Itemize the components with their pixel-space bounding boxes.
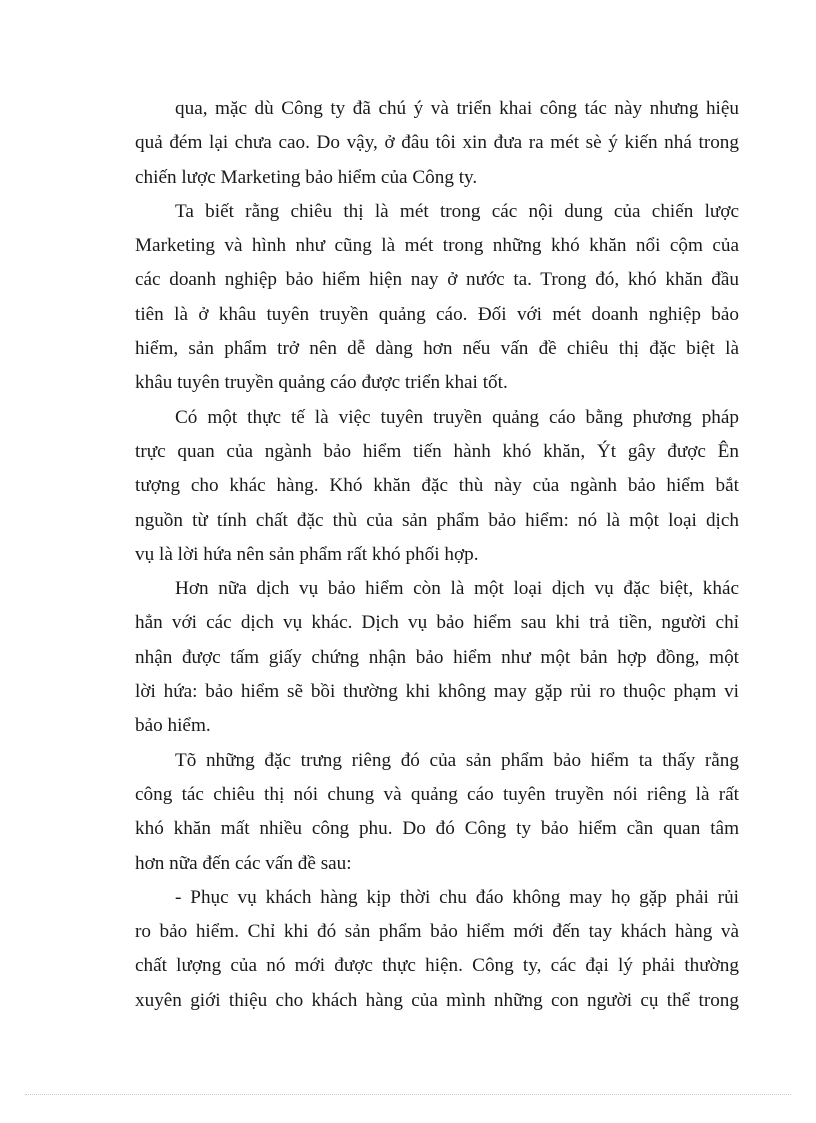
text-line: xuyên giới thiệu cho khách hàng của mình những con người cụ thể trong xyxy=(135,989,739,1011)
text-line: nguồn từ tính chất đặc thù của sản phẩm bảo hiểm: nó là một loại dịch xyxy=(135,509,739,531)
text-line: trực quan của ngành bảo hiểm tiến hành khó khăn, Ýt gây được Ên xyxy=(135,440,739,462)
text-line: công tác chiêu thị nói chung và quảng cáo tuyên truyền nói riêng là rất xyxy=(135,783,739,805)
text-line: nhận được tấm giấy chứng nhận bảo hiểm như một bản hợp đồng, một xyxy=(135,646,739,668)
text-line: các doanh nghiệp bảo hiểm hiện nay ở nước ta. Trong đó, khó khăn đầu xyxy=(135,269,739,291)
text-line: khâu tuyên truyền quảng cáo được triển khai tốt. xyxy=(135,372,508,394)
text-line: hơn nữa đến các vấn đề sau: xyxy=(135,852,352,874)
paragraph xyxy=(135,881,739,1018)
paragraph xyxy=(135,195,739,401)
text-line: lời hứa: bảo hiểm sẽ bồi thường khi không may gặp rủi ro thuộc phạm vi xyxy=(135,681,739,703)
text-line: - Phục vụ khách hàng kịp thời chu đáo không may họ gặp phải rủi xyxy=(175,886,739,908)
paragraph xyxy=(135,744,739,881)
text-line: qua, mặc dù Công ty đã chú ý và triển khai công tác này nhưng hiệu xyxy=(175,98,739,119)
text-line: bảo hiểm. xyxy=(135,715,211,737)
text-line: Marketing và hình như cũng là mét trong những khó khăn nổi cộm của xyxy=(135,235,739,257)
text-line: chiến lược Marketing bảo hiểm của Công ty. xyxy=(135,166,478,188)
text-line: tiên là ở khâu tuyên truyền quảng cáo. Đối với mét doanh nghiệp bảo xyxy=(135,303,739,325)
text-line: quả đém lại chưa cao. Do vậy, ở đâu tôi xin đưa ra mét sè ý kiến nhá trong xyxy=(135,132,739,154)
text-line: ro bảo hiểm. Chỉ khi đó sản phẩm bảo hiểm mới đến tay khách hàng và xyxy=(135,921,739,943)
text-line: Ta biết rằng chiêu thị là mét trong các nội dung của chiến lược xyxy=(175,200,739,222)
text-line: Có một thực tế là việc tuyên truyền quảng cáo bằng phương pháp xyxy=(175,406,739,428)
text-line: Tõ những đặc trưng riêng đó của sản phẩm bảo hiểm ta thấy rằng xyxy=(175,749,739,771)
text-line: hẳn với các dịch vụ khác. Dịch vụ bảo hiểm sau khi trả tiền, người chỉ xyxy=(135,612,739,634)
text-line: khó khăn mất nhiều công phu. Do đó Công ty bảo hiểm cần quan tâm xyxy=(135,818,739,840)
text-line: hiểm, sản phẩm trở nên dễ dàng hơn nếu vấn đề chiêu thị đặc biệt là xyxy=(135,338,739,360)
text-line: tượng cho khác hàng. Khó khăn đặc thù này của ngành bảo hiểm bắt xyxy=(135,475,739,497)
body-text xyxy=(135,92,739,1018)
paragraph xyxy=(135,92,739,195)
text-line: chất lượng của nó mới được thực hiện. Công ty, các đại lý phải thường xyxy=(135,955,739,977)
paragraph xyxy=(135,572,739,743)
paragraph xyxy=(135,401,739,572)
text-line: vụ là lời hứa nên sản phẩm rất khó phối hợp. xyxy=(135,543,479,565)
footer-dotted-rule xyxy=(25,1094,791,1095)
text-line: Hơn nữa dịch vụ bảo hiểm còn là một loại dịch vụ đặc biệt, khác xyxy=(175,578,739,600)
